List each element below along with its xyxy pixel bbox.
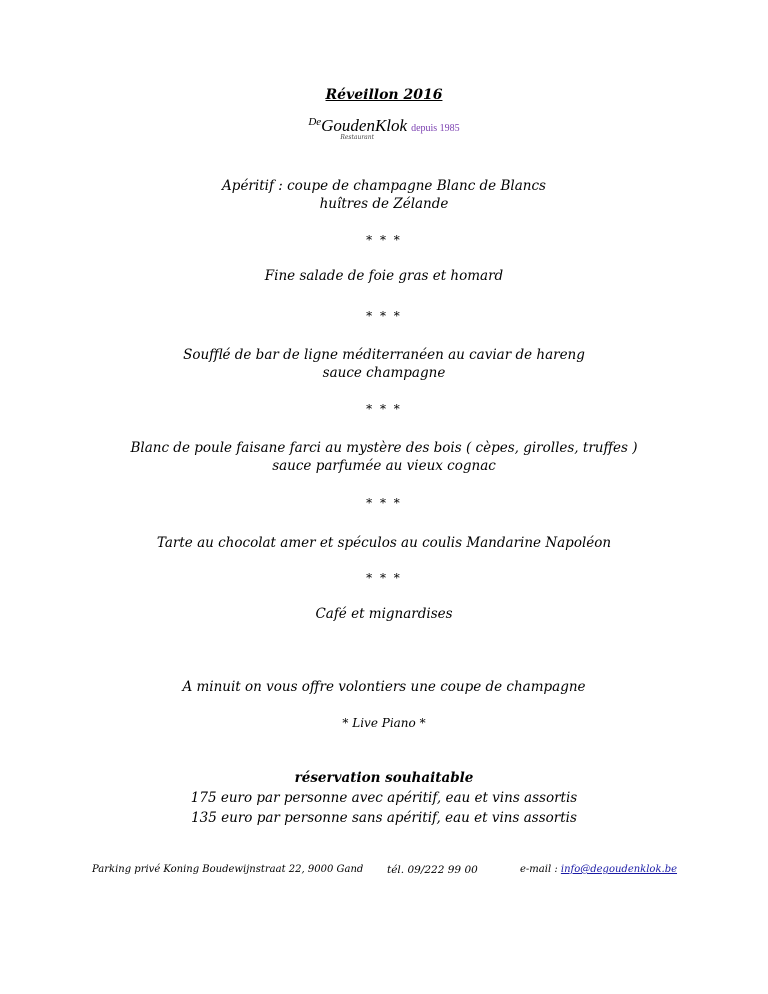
separator: * * * — [366, 233, 402, 247]
logo-gouden: Gouden — [321, 116, 375, 135]
course-3-line-2: sauce parfumée au vieux cognac — [272, 458, 496, 474]
dessert: Tarte au chocolat amer et spéculos au coulis Mandarine Napoléon — [156, 535, 612, 551]
aperitif-line-2: huîtres de Zélande — [319, 196, 449, 212]
footer-email — [520, 864, 677, 875]
course-3-line-1: Blanc de poule faisane farci au mystère des bois ( cèpes, girolles, truffes ) — [130, 440, 638, 456]
menu-title: Réveillon 2016 — [325, 87, 443, 103]
price-without-aperitif: 135 euro par personne sans apéritif, eau et vins assortis — [191, 810, 577, 826]
price-with-aperitif: 175 euro par personne avec apéritif, eau et vins assortis — [190, 790, 578, 806]
course-2-line-2: sauce champagne — [322, 365, 446, 381]
logo-klok: Klok — [374, 116, 408, 135]
course-1: Fine salade de foie gras et homard — [264, 268, 504, 284]
footer-phone: tél. 09/222 99 00 — [387, 864, 478, 876]
restaurant-logo — [0, 116, 768, 141]
coffee: Café et mignardises — [315, 606, 453, 622]
course-2-line-1: Soufflé de bar de ligne méditerranéen au caviar de hareng — [183, 347, 585, 363]
separator: * * * — [366, 496, 402, 510]
separator: * * * — [366, 571, 402, 585]
logo-since: depuis 1985 — [411, 123, 460, 134]
logo-subtitle: Restaurant — [340, 134, 375, 141]
reservation-heading: réservation souhaitable — [294, 770, 474, 786]
separator: * * * — [366, 402, 402, 416]
separator: * * * — [366, 309, 402, 323]
logo-de: De — [308, 116, 322, 128]
live-piano: * Live Piano * — [342, 716, 426, 730]
email-link[interactable]: info@degoudenklok.be — [560, 864, 678, 875]
midnight-note: A minuit on vous offre volontiers une coupe de champagne — [182, 679, 586, 695]
footer-email-label: e-mail : — [520, 864, 561, 875]
aperitif-line-1: Apéritif : coupe de champagne Blanc de Blancs — [222, 178, 546, 194]
footer-parking: Parking privé Koning Boudewijnstraat 22, 9000 Gand — [92, 864, 364, 875]
